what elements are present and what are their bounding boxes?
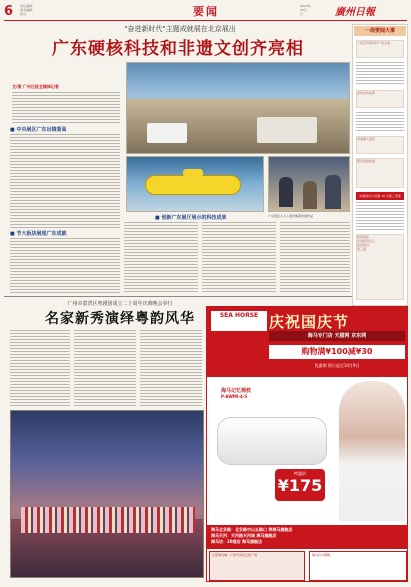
sidebar-mid-title: 中国进出口总额 10 月前三季度	[356, 192, 404, 200]
display-booth	[257, 117, 317, 143]
sidebar-text	[356, 62, 404, 86]
article1-body-col2	[124, 222, 198, 294]
article2-headline: 名家新秀演绎粤韵风华	[45, 311, 195, 327]
sidebar-text	[356, 112, 404, 132]
submarine-photo	[126, 156, 264, 212]
article1-byline: 文/图 广州日报全媒体记者	[12, 84, 59, 89]
masthead-left-info: 责任编辑： 美术编辑： 校对：	[20, 4, 36, 16]
section-title: 要闻	[193, 5, 219, 18]
article1-lead-text	[12, 92, 120, 124]
masthead-rule	[4, 20, 407, 21]
sidebar-block: 粤港澳大湾区	[356, 136, 404, 154]
article1-body-col1	[10, 134, 120, 228]
ad-title: 庆祝国庆节	[269, 313, 350, 331]
masthead-date: 2023年 10月 日	[300, 4, 311, 16]
price-badge: 特惠价 ¥175	[275, 469, 325, 501]
article1-body-col3	[202, 222, 276, 294]
exhibition-photo	[126, 62, 350, 154]
article1-body-col1b	[10, 238, 120, 294]
display-booth	[147, 123, 187, 143]
sidebar-block: 深圳发布政策	[356, 90, 404, 108]
page-number: 6	[4, 4, 14, 19]
pillow-image	[217, 417, 327, 465]
sidebar-text	[356, 202, 404, 230]
article1-kicker: "奋进新时代"主题成就展在北京展出	[124, 25, 236, 33]
yellow-submersible	[145, 175, 241, 195]
visitor-figure	[325, 175, 341, 209]
sidebar-bottom-box: 新闻简报 全省经济运行 新区建设 第三届	[356, 234, 404, 300]
article2-body-col2	[74, 330, 136, 408]
article1-body-col4	[280, 222, 350, 294]
sidebar-block: 广州召开新时代广州全国	[356, 40, 404, 58]
ad-bottom-right: 海马官方网购	[309, 551, 407, 581]
newspaper-logo: 廣州日報	[335, 7, 375, 18]
ad-product: 海马记忆棉枕 P-AWMI-4-5	[221, 388, 252, 399]
article2-body-col1	[10, 330, 70, 408]
sidebar-block: 经济发展成绩	[356, 158, 404, 188]
visitors-photo	[268, 156, 350, 212]
photo2-caption: ■ 创新广东展厅展示的科技成果	[155, 215, 227, 221]
article1-subheading-2: ■ 节大板块展现广东成就	[10, 231, 67, 237]
performers-row	[21, 507, 195, 533]
article2-body-col3	[140, 330, 202, 408]
advertisement[interactable]	[206, 306, 408, 582]
ad-promo: 购物满¥100减¥30	[269, 345, 405, 359]
ad-dates: 优惠期 即日起至10月9日	[314, 363, 360, 368]
visitor-figure	[279, 177, 293, 207]
sidebar-title: 一周要闻大事	[354, 26, 406, 36]
photo3-caption: 广东展区人人人观众参观非遗作品	[268, 214, 314, 218]
opera-stage-photo	[10, 410, 204, 578]
ad-bottom-left: 正佳海马城：广州天河区正佳广场	[209, 551, 305, 581]
article1-subheading-1: ■ 中央展区广东出镜看高	[10, 127, 67, 133]
article2-kicker: 广州市荔湾区粤剧团成立二十周年庆典晚会举行	[67, 301, 173, 307]
article1-headline: 广东硬核科技和非遗文创齐亮相	[52, 39, 304, 59]
submersible-tower	[183, 169, 203, 177]
ad-stores: 海马专门店 天猫网 京东网	[269, 331, 405, 341]
visitor-figure	[303, 181, 317, 209]
spokesperson-photo	[339, 381, 405, 521]
section-divider	[4, 296, 352, 297]
ad-brand-logo: SEA HORSE	[211, 311, 267, 331]
ad-shop-list: 海马北京路：北京路中山五路口 等海马旗舰店 海马天河：天河路天河城 海马旗舰店 海马坊：20楼店 海马旗舰店	[207, 525, 408, 549]
